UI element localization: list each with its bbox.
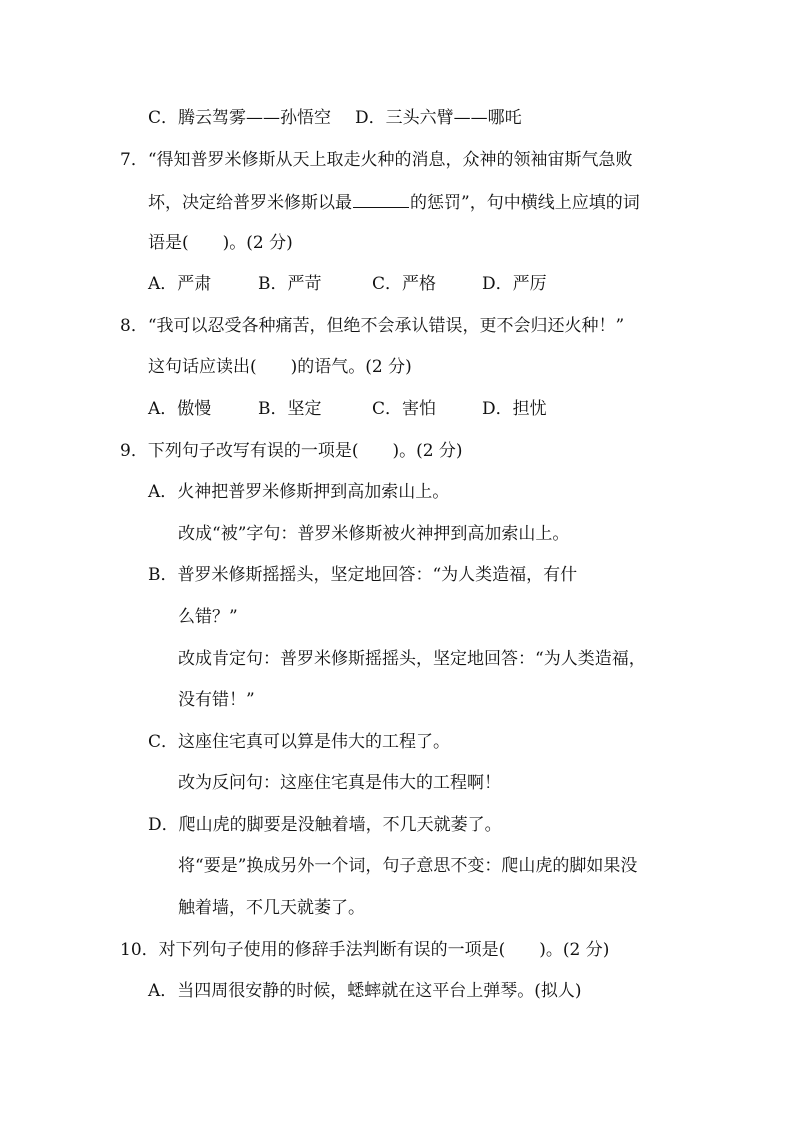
q8-option-d: D．担忧	[482, 399, 547, 419]
q10-option-a-line-1: A．当四周很安静的时候，蟋蟀就在这平台上弹琴。(拟人)	[148, 981, 582, 1001]
q9-stem: 9．下列句子改写有误的一项是( )。(2 分)	[120, 441, 463, 461]
q9-option-d-line-1: D．爬山虎的脚要是没触着墙，不几天就萎了。	[148, 815, 502, 835]
q6-option-c: C．腾云驾雾——孙悟空	[148, 108, 332, 128]
q9-option-b-line-3: 改成肯定句：普罗米修斯摇摇头，坚定地回答：“为人类造福，	[178, 649, 646, 669]
q8-stem-line-1: 8．“我可以忍受各种痛苦，但绝不会承认错误，更不会归还火种！”	[120, 316, 625, 336]
q9-option-b-line-1: B．普罗米修斯摇摇头，坚定地回答：“为人类造福，有什	[148, 565, 578, 585]
q7-options-row	[148, 272, 547, 296]
q9-option-c-line-1: C．这座住宅真可以算是伟大的工程了。	[148, 732, 451, 752]
q7-option-d: D．严厉	[482, 274, 547, 294]
q6-options-row	[148, 106, 522, 130]
q8-option-b: B．坚定	[258, 399, 322, 419]
q8-stem-line-2: 这句话应读出( )的语气。(2 分)	[148, 357, 412, 377]
q9-option-d-line-2: 将“要是”换成另外一个词，句子意思不变：爬山虎的脚如果没	[178, 856, 638, 876]
q7-stem-after-blank: 的惩罚”，句中横线上应填的词	[410, 193, 640, 213]
q9-option-a-line-1: A．火神把普罗米修斯押到高加索山上。	[148, 482, 450, 502]
q7-option-b: B．严苛	[258, 274, 322, 294]
q7-stem-line-3: 语是( )。(2 分)	[148, 233, 293, 253]
q9-option-a-line-2: 改成“被”字句：普罗米修斯被火神押到高加索山上。	[178, 524, 570, 544]
q9-option-b-line-4: 没有错！”	[178, 690, 255, 710]
q9-option-c-line-2: 改为反问句：这座住宅真是伟大的工程啊！	[178, 773, 501, 793]
q8-option-a: A．傲慢	[148, 399, 212, 419]
q7-stem-line-1: 7．“得知普罗米修斯从天上取走火种的消息，众神的领袖宙斯气急败	[120, 150, 633, 170]
q8-option-c: C．害怕	[372, 399, 437, 419]
q10-stem: 10．对下列句子使用的修辞手法判断有误的一项是( )。(2 分)	[120, 940, 610, 960]
q7-option-c: C．严格	[372, 274, 437, 294]
q8-options-row	[148, 397, 547, 421]
q7-answer-blank	[353, 189, 409, 208]
q7-stem-before-blank: 坏，决定给普罗米修斯以最	[148, 193, 352, 213]
q7-stem-line-2	[148, 189, 640, 213]
q7-option-a: A．严肃	[148, 274, 212, 294]
q6-option-d: D．三头六臂——哪吒	[355, 108, 522, 128]
q9-option-d-line-3: 触着墙，不几天就萎了。	[178, 898, 365, 918]
q9-option-b-line-2: 么错？”	[178, 607, 238, 627]
